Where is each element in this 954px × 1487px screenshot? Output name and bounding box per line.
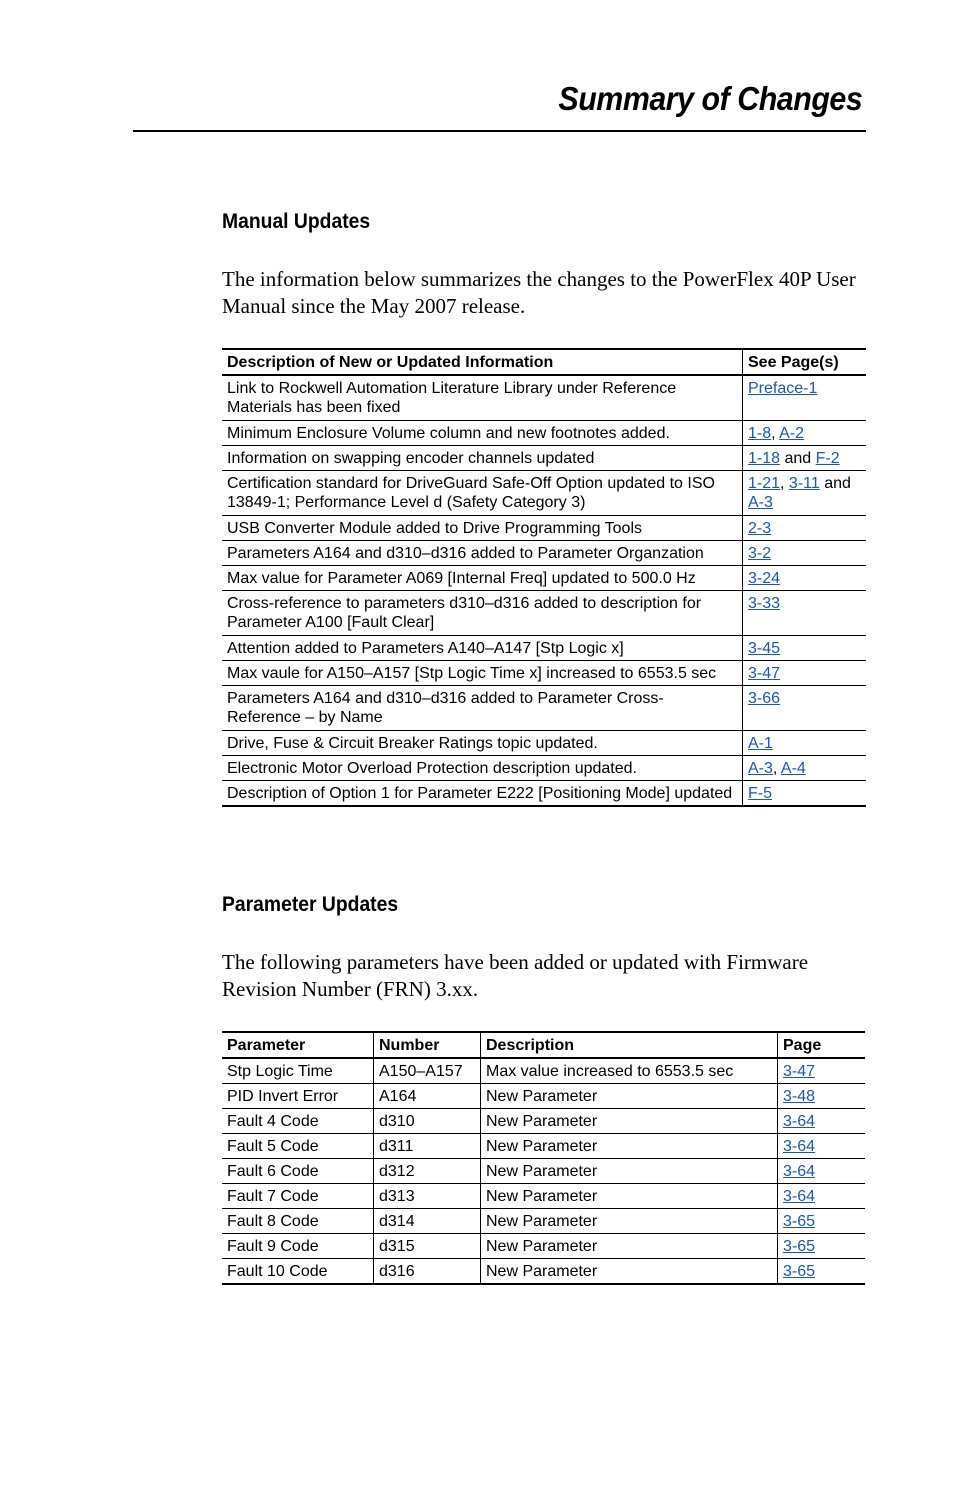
change-description: Minimum Enclosure Volume column and new footnotes added.: [222, 421, 743, 446]
see-pages-cell: [743, 421, 867, 446]
table-row: [222, 541, 866, 566]
parameter-number: A150–A157: [374, 1058, 481, 1084]
parameter-description: New Parameter: [481, 1259, 778, 1285]
see-pages-cell: [743, 516, 867, 541]
change-description: Parameters A164 and d310–d316 added to Parameter Cross-Reference – by Name: [222, 686, 743, 731]
column-header-number: Number: [374, 1032, 481, 1058]
parameter-number: d310: [374, 1109, 481, 1134]
see-pages-cell: [743, 591, 867, 636]
page-cell: [778, 1234, 866, 1259]
change-description: Drive, Fuse & Circuit Breaker Ratings topic updated.: [222, 731, 743, 756]
parameter-name: Fault 4 Code: [222, 1109, 374, 1134]
table-row: [222, 421, 866, 446]
page-link[interactable]: 3-11: [788, 475, 820, 492]
table-row: [222, 516, 866, 541]
see-pages-cell: [743, 661, 867, 686]
page-link[interactable]: 1-18: [748, 450, 781, 467]
page-link[interactable]: 3-64: [783, 1163, 816, 1180]
parameter-description: New Parameter: [481, 1209, 778, 1234]
page-separator: and: [780, 450, 816, 467]
page-link[interactable]: F-2: [815, 450, 840, 467]
see-pages-cell: [743, 781, 867, 807]
manual-updates-intro: The information below summarizes the changes to the PowerFlex 40P User Manual since the May 2007 release.: [222, 267, 856, 318]
parameter-description: New Parameter: [481, 1134, 778, 1159]
page-link[interactable]: 3-24: [748, 570, 781, 587]
page-cell: [778, 1134, 866, 1159]
parameter-name: Fault 10 Code: [222, 1259, 374, 1285]
see-pages-cell: [743, 686, 867, 731]
column-header-description: Description of New or Updated Information: [222, 349, 743, 375]
manual-updates-table: [222, 348, 866, 807]
see-pages-cell: [743, 375, 867, 421]
table-row: [222, 1084, 865, 1109]
page-cell: [778, 1184, 866, 1209]
parameter-description: New Parameter: [481, 1184, 778, 1209]
parameter-number: d315: [374, 1234, 481, 1259]
page-cell: [778, 1084, 866, 1109]
manual-updates-body: [222, 375, 866, 806]
change-description: Certification standard for DriveGuard Safe-Off Option updated to ISO 13849-1; Performance Level d (Safety Category 3): [222, 471, 743, 516]
page-link[interactable]: A-1: [748, 735, 773, 752]
table-row: [222, 1058, 865, 1084]
page-cell: [778, 1109, 866, 1134]
parameter-number: d312: [374, 1159, 481, 1184]
page-title: Summary of Changes: [558, 80, 862, 117]
parameter-updates-intro: The following parameters have been added or updated with Firmware Revision Number (FRN) 3.xx.: [222, 950, 809, 1001]
table-row: [222, 1184, 865, 1209]
page-link[interactable]: 3-2: [748, 545, 772, 562]
page-link[interactable]: 1-21: [748, 475, 781, 492]
parameter-name: Fault 8 Code: [222, 1209, 374, 1234]
table-row: [222, 756, 866, 781]
column-header-see-pages: See Page(s): [743, 349, 867, 375]
see-pages-cell: [743, 636, 867, 661]
manual-updates-heading: Manual Updates: [222, 210, 371, 233]
page-link[interactable]: 3-65: [783, 1213, 816, 1230]
column-header-page: Page: [778, 1032, 866, 1058]
column-header-description: Description: [481, 1032, 778, 1058]
page-separator: ,: [780, 475, 789, 492]
page-link[interactable]: 3-64: [783, 1188, 816, 1205]
table-row: [222, 1134, 865, 1159]
parameter-number: d316: [374, 1259, 481, 1285]
parameter-name: Fault 5 Code: [222, 1134, 374, 1159]
page-cell: [778, 1159, 866, 1184]
table-row: [222, 1259, 865, 1285]
page-link[interactable]: 2-3: [748, 520, 772, 537]
parameter-name: Fault 7 Code: [222, 1184, 374, 1209]
parameter-name: Stp Logic Time: [222, 1058, 374, 1084]
table-row: [222, 591, 866, 636]
see-pages-cell: [743, 446, 867, 471]
see-pages-cell: [743, 471, 867, 516]
page-link[interactable]: 3-48: [783, 1088, 816, 1105]
table-header-row: [222, 349, 866, 375]
column-header-parameter: Parameter: [222, 1032, 374, 1058]
page-separator: ,: [771, 425, 780, 442]
parameter-number: d311: [374, 1134, 481, 1159]
parameter-number: d314: [374, 1209, 481, 1234]
parameter-description: Max value increased to 6553.5 sec: [481, 1058, 778, 1084]
table-row: [222, 636, 866, 661]
table-row: [222, 566, 866, 591]
change-description: Information on swapping encoder channels updated: [222, 446, 743, 471]
page-separator: and: [819, 475, 851, 492]
page-link[interactable]: F-5: [748, 785, 772, 802]
see-pages-cell: [743, 541, 867, 566]
page-cell: [778, 1058, 866, 1084]
page-link[interactable]: 3-47: [748, 665, 781, 682]
page-cell: [778, 1259, 866, 1285]
table-row: [222, 375, 866, 421]
table-row: [222, 661, 866, 686]
change-description: Description of Option 1 for Parameter E222 [Positioning Mode] updated: [222, 781, 743, 807]
see-pages-cell: [743, 731, 867, 756]
page-link[interactable]: 3-66: [748, 690, 781, 707]
change-description: Link to Rockwell Automation Literature Library under Reference Materials has been fixed: [222, 375, 743, 421]
parameter-updates-table: [222, 1031, 865, 1285]
change-description: USB Converter Module added to Drive Programming Tools: [222, 516, 743, 541]
change-description: Attention added to Parameters A140–A147 [Stp Logic x]: [222, 636, 743, 661]
table-row: [222, 1234, 865, 1259]
parameter-name: PID Invert Error: [222, 1084, 374, 1109]
page-link[interactable]: A-3: [748, 760, 773, 777]
parameter-name: Fault 6 Code: [222, 1159, 374, 1184]
page-separator: ,: [772, 760, 781, 777]
page-link[interactable]: 3-47: [783, 1063, 816, 1080]
change-description: Max value for Parameter A069 [Internal Freq] updated to 500.0 Hz: [222, 566, 743, 591]
parameter-number: A164: [374, 1084, 481, 1109]
page-link[interactable]: 1-8: [748, 425, 772, 442]
parameter-updates-body: [222, 1058, 865, 1284]
table-row: [222, 686, 866, 731]
page-link[interactable]: A-3: [748, 494, 773, 511]
page-link[interactable]: 3-65: [783, 1238, 816, 1255]
page-link[interactable]: 3-64: [783, 1138, 816, 1155]
title-rule: [133, 130, 866, 132]
table-row: [222, 1159, 865, 1184]
change-description: Electronic Motor Overload Protection description updated.: [222, 756, 743, 781]
parameter-description: New Parameter: [481, 1234, 778, 1259]
parameter-name: Fault 9 Code: [222, 1234, 374, 1259]
see-pages-cell: [743, 756, 867, 781]
parameter-description: New Parameter: [481, 1084, 778, 1109]
page-link[interactable]: Preface-1: [748, 380, 818, 397]
page-link[interactable]: 3-45: [748, 640, 781, 657]
page-link[interactable]: A-2: [779, 425, 805, 442]
change-description: Max vaule for A150–A157 [Stp Logic Time x] increased to 6553.5 sec: [222, 661, 743, 686]
page-cell: [778, 1209, 866, 1234]
table-row: [222, 731, 866, 756]
change-description: Cross-reference to parameters d310–d316 added to description for Parameter A100 [Fault Clear]: [222, 591, 743, 636]
table-row: [222, 781, 866, 807]
page-link[interactable]: A-4: [780, 760, 806, 777]
parameter-description: New Parameter: [481, 1109, 778, 1134]
parameter-number: d313: [374, 1184, 481, 1209]
parameter-description: New Parameter: [481, 1159, 778, 1184]
table-row: [222, 446, 866, 471]
page-link[interactable]: 3-64: [783, 1113, 816, 1130]
table-row: [222, 1109, 865, 1134]
page-link[interactable]: 3-65: [783, 1263, 816, 1280]
table-row: [222, 1209, 865, 1234]
table-row: [222, 471, 866, 516]
parameter-updates-heading: Parameter Updates: [222, 893, 399, 916]
see-pages-cell: [743, 566, 867, 591]
page-link[interactable]: 3-33: [748, 595, 781, 612]
table-header-row: [222, 1032, 865, 1058]
change-description: Parameters A164 and d310–d316 added to Parameter Organzation: [222, 541, 743, 566]
